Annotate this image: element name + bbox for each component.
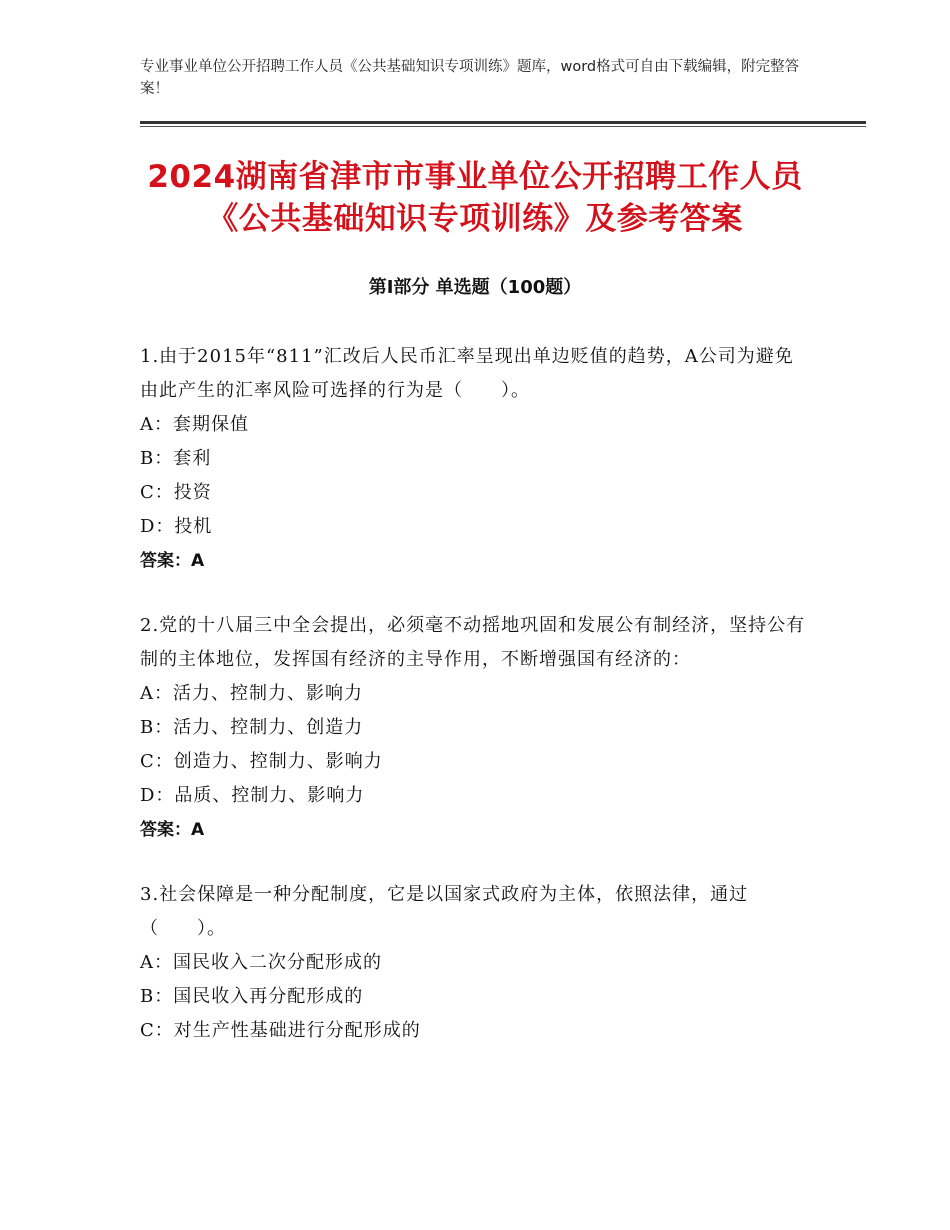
answer-line: 答案：A (140, 820, 205, 840)
question-3 (140, 878, 810, 1048)
option-c: C：投资 (140, 482, 212, 503)
option-a: A：套期保值 (140, 414, 249, 435)
question-stem: 3.社会保障是一种分配制度，它是以国家式政府为主体，依照法律，通过（ ）。 (140, 884, 749, 939)
question-list (140, 340, 810, 1079)
option-d: D：投机 (140, 516, 213, 537)
option-a: A：活力、控制力、影响力 (140, 683, 363, 704)
question-stem: 1.由于2015年“811”汇改后人民币汇率呈现出单边贬值的趋势，A公司为避免由此产生的汇率风险可选择的行为是（ ）。 (140, 346, 794, 401)
question-1 (140, 340, 810, 578)
option-a: A：国民收入二次分配形成的 (140, 952, 382, 973)
header-divider-thin (140, 126, 866, 127)
option-b: B：套利 (140, 448, 212, 469)
header-note: 专业事业单位公开招聘工作人员《公共基础知识专项训练》题库，word格式可自由下载编辑，附完整答案！ (140, 59, 800, 97)
option-c: C：对生产性基础进行分配形成的 (140, 1020, 421, 1041)
option-b: B：国民收入再分配形成的 (140, 986, 364, 1007)
document-title: 2024湖南省津市市事业单位公开招聘工作人员《公共基础知识专项训练》及参考答案 (147, 159, 803, 237)
section-title: 第Ⅰ部分 单选题（100题） (368, 277, 582, 298)
header-divider-thick (140, 121, 866, 124)
question-stem: 2.党的十八届三中全会提出，必须毫不动摇地巩固和发展公有制经济，坚持公有制的主体地位，发挥国有经济的主导作用，不断增强国有经济的： (140, 615, 806, 670)
option-c: C：创造力、控制力、影响力 (140, 751, 383, 772)
question-2 (140, 609, 810, 847)
option-b: B：活力、控制力、创造力 (140, 717, 364, 738)
answer-line: 答案：A (140, 551, 205, 571)
option-d: D：品质、控制力、影响力 (140, 785, 365, 806)
